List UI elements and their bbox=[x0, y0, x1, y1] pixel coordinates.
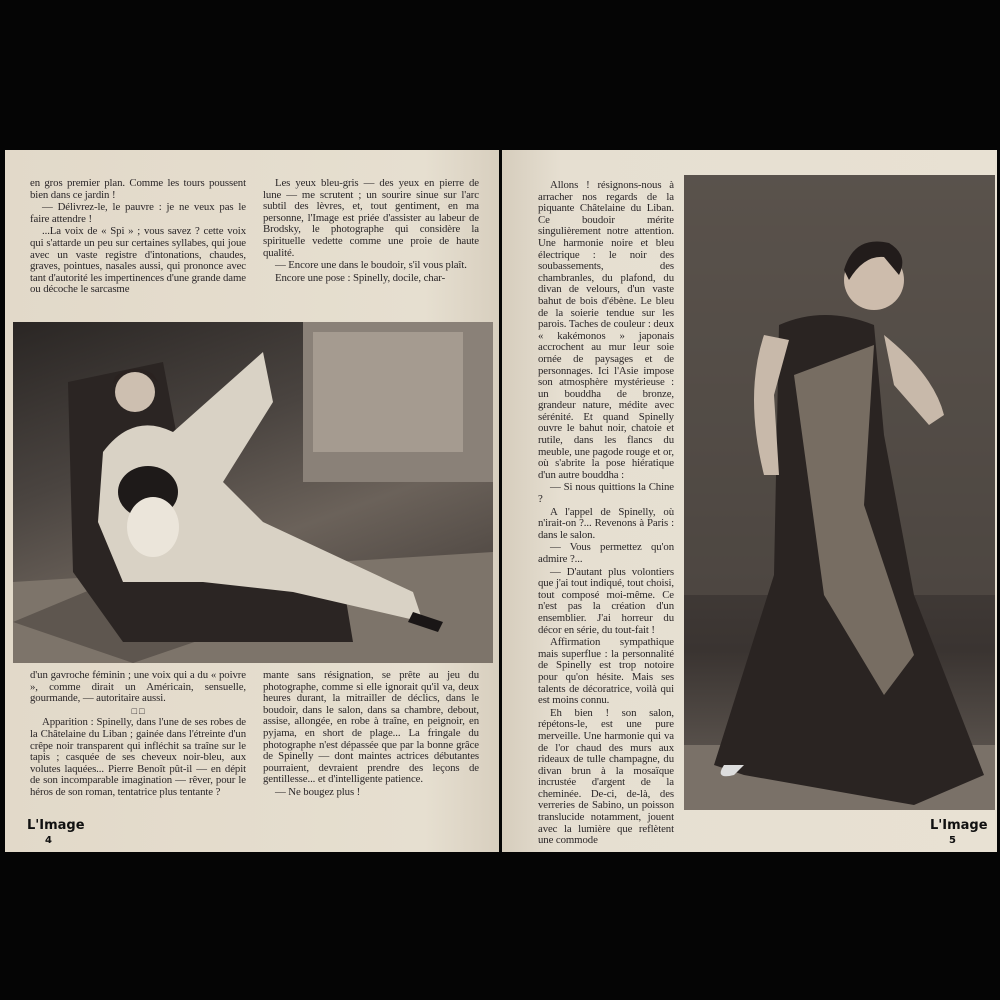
magazine-title: L'Image bbox=[930, 818, 988, 833]
photo-spinelly-standing-in-gown bbox=[684, 175, 995, 810]
paragraph: Encore une pose : Spinelly, docile, char- bbox=[275, 271, 446, 284]
section-ornament: □ □ bbox=[131, 705, 145, 716]
paragraph: Affirmation sympathique mais superflue : la personnalité de Spinelly est trop notoire pour qu'on hésite. Mais ses talents de décoratrice, voilà qui est moins connu. bbox=[538, 636, 674, 707]
photo-spinelly-reclining-with-dog bbox=[13, 322, 493, 663]
paragraph: Les yeux bleu-gris — des yeux en pierre de lune — me scrutent ; un sourire sinue sur l'arc subtil des lèvres, et, tout gentiment, en ma personne, l'Image est priée d'assister au labeur de Brodsky, le photographe qui considère la spirituelle vedette comme une proie de haute qualité. bbox=[263, 177, 479, 259]
page-number: 5 bbox=[949, 835, 956, 846]
page-number: 4 bbox=[45, 835, 52, 846]
right-page bbox=[502, 150, 997, 852]
top-column-2 bbox=[263, 178, 479, 285]
paragraph: Apparition : Spinelly, dans l'une de ses robes de la Châtelaine du Liban ; gainée dans l'étreinte d'un crêpe noir transparent qui infléchit sa traîne sur le tapis ; casquée de ses cheveux noir-bleu, aux volutes laquées... Pierre Benoît pût-il — en dépit de son incomparable imagination — rêver, pour le héros de son roman, tentatrice plus tentante ? bbox=[30, 716, 246, 798]
bottom-column-2 bbox=[263, 670, 479, 800]
paragraph: — D'autant plus volontiers que j'ai tout indiqué, tout choisi, tout composé moi-même. Ce n'est pas la création d'un ensemblier. J'ai horreur du décor en série, du tout-fait ! bbox=[538, 565, 674, 636]
magazine-title: L'Image bbox=[27, 818, 85, 833]
paragraph: A l'appel de Spinelly, où n'irait-on ?... Revenons à Paris : dans le salon. bbox=[538, 505, 674, 541]
article-column bbox=[538, 180, 674, 848]
paragraph: — Si nous quittions la Chine ? bbox=[538, 481, 674, 506]
paragraph: — Encore une dans le boudoir, s'il vous plaît. bbox=[275, 259, 467, 272]
paragraph: ...La voix de « Spi » ; vous savez ? cette voix qui s'attarde un peu sur certaines syllabes, qui joue avec un vaste registre d'intonations, chaudes, graves, pointues, nasales aussi, qui prononce avec tant d'autorité les impertinences d'une grande dame ou décoche le sarcasme bbox=[30, 225, 246, 296]
paragraph: — Délivrez-le, le pauvre : je ne veux pas le faire attendre ! bbox=[30, 201, 246, 225]
paragraph: Eh bien ! son salon, répétons-le, est une pure merveille. Une harmonie qui va de l'or chaud des murs aux rideaux de tulle champagne, du divan brun à la mosaïque incrustée d'argent de la cheminée. De-ci, de-là, des verreries de Sabino, un poisson translucide notamment, jouent avec la lumière que reflètent une commode bbox=[538, 706, 674, 847]
paragraph: mante sans résignation, se prête au jeu du photographe, comme si elle ignorait qu'il va, deux heures durant, la mitrailler de déclics, dans le boudoir, dans le salon, dans sa chambre, debout, assise, allongée, en robe à traîne, en peignoir, en pyjama, en short de plage... La fringale du photographe n'est dépassée que par la bonne grâce de Spinelly — dont maintes actrices débutantes pourraient, devraient prendre des leçons de gentillesse... et d'intelligente patience. bbox=[263, 669, 479, 786]
bottom-column-1 bbox=[30, 670, 246, 800]
paragraph: — Ne bougez plus ! bbox=[275, 785, 361, 798]
top-column-1 bbox=[30, 178, 246, 297]
paragraph: d'un gavroche féminin ; une voix qui a du « poivre », comme dirait un Américain, sensuelle, gourmande, — autoritaire aussi. bbox=[30, 669, 246, 705]
left-page bbox=[5, 150, 499, 852]
paragraph: Allons ! résignons-nous à arracher nos regards de la piquante Châtelaine du Liban. Ce boudoir mérite singulièrement notre attention. Une harmonie noire et bleu électrique : le noir des soubassements, des chambranles, du plafond, du divan de velours, d'un vaste bahut de bois d'ébène. Le bleu de la soierie tendue sur les parois. Taches de couleur : deux « kakémonos » japonais accrochent au mur leur soie ornée de paysages et de personnages. Ici l'Asie impose son atmosphère mystérieuse : un bouddha de bronze, grandeur nature, médite avec sérénité. Et quand Spinelly ouvre le bahut noir, chatoie et rutile, dans les flancs du meuble, une pagode rouge et or, où s'abrite la pose hiératique d'un autre bouddha : bbox=[538, 179, 674, 481]
paragraph: en gros premier plan. Comme les tours poussent bien dans ce jardin ! bbox=[30, 177, 246, 201]
paragraph: — Vous permettez qu'on admire ?... bbox=[538, 541, 674, 565]
